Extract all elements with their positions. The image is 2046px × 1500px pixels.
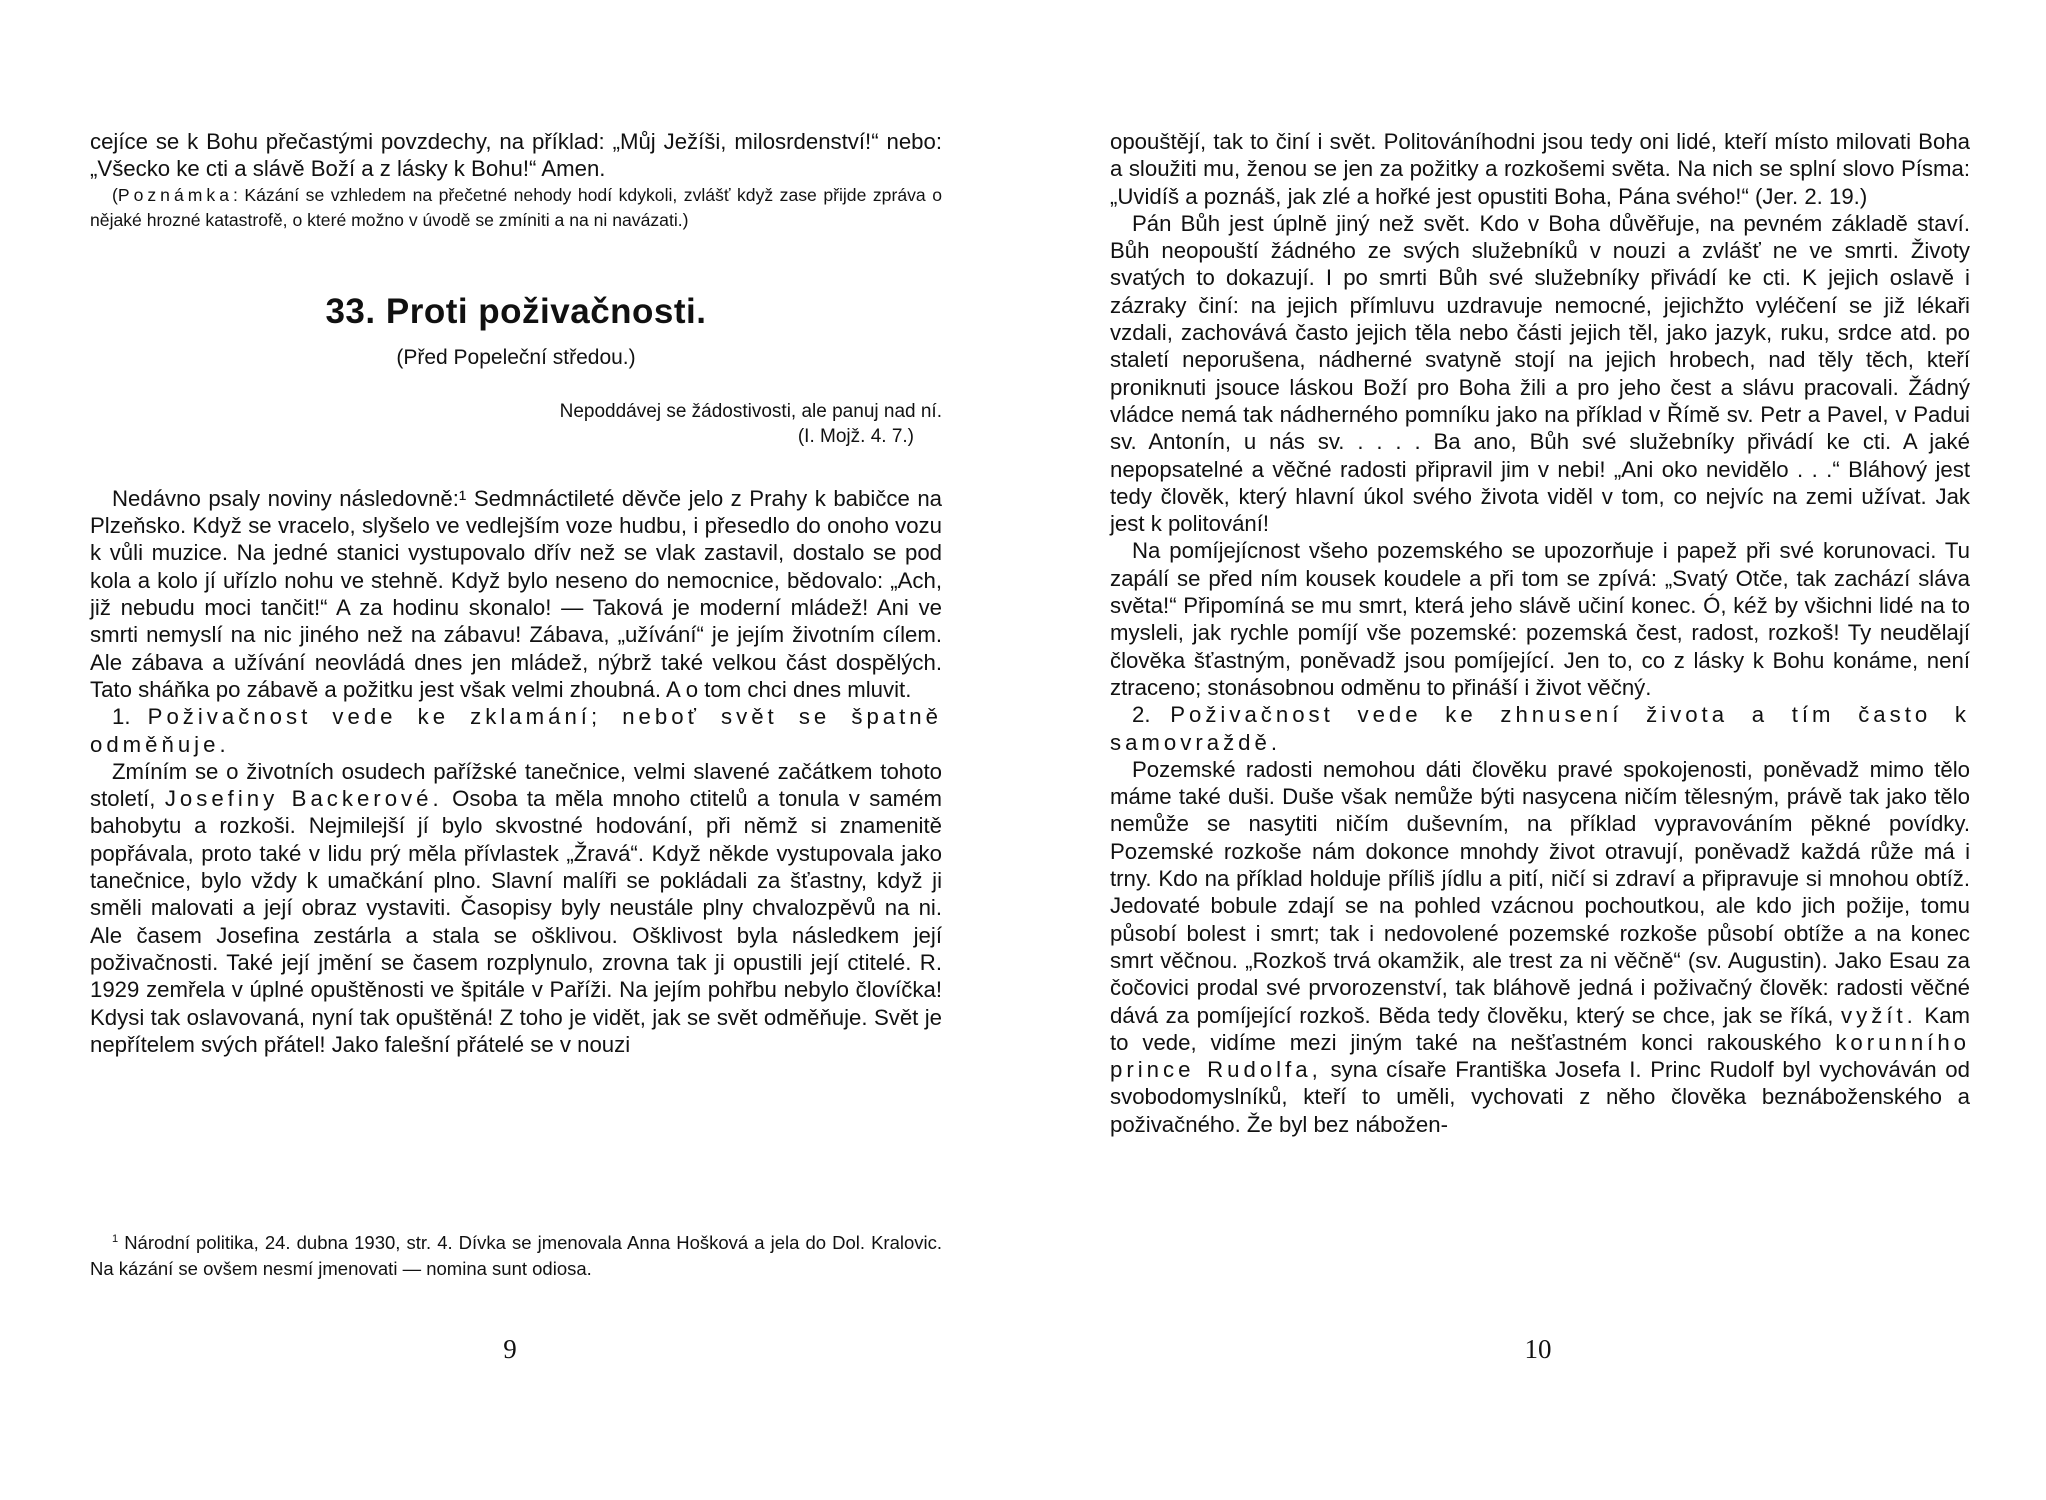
- point-two-heading: [1110, 701, 1970, 756]
- point-two-text: Poživačnost vede ke zhnusení života a tím často k samovraždě.: [1110, 702, 1970, 755]
- point-one-number: 1.: [112, 704, 131, 730]
- motto-reference: (I. Mojž. 4. 7.): [797, 425, 914, 447]
- point-one-text: Poživačnost vede ke zklamání; neboť svět se špatně odměňuje.: [90, 704, 942, 757]
- dancer-text-a: Zmíním se o životních osudech pařížské tanečnice, velmi slavené začátkem tohoto století,: [90, 758, 942, 812]
- preacher-note: [90, 183, 942, 234]
- right-page-text: [1110, 128, 1970, 1138]
- point-two-number: 2.: [1132, 702, 1151, 728]
- prince-name: korunního prince Rudolfa,: [1110, 1029, 1970, 1083]
- point-one-heading: [90, 703, 942, 758]
- saints-paragraph: Pán Bůh jest úplně jiný než svět. Kdo v Boha důvěřuje, na pevném základě staví. Bůh neopouští žádného ze svých služebníků v nouzi a zvlášť ne ve smrti. Životy svatých to dokazují. I po smrti Bůh své služebníky přivádí ke cti. K jejich oslavě i zázraky činí: na jejich přímluvu uzdravuje nemocné, jejichžto vyléčení se již lékaři vzdali, zachovává často jejich těla nebo části jejich těl, jako jazyk, ruku, srdce atd. po staletí neporušena, nádherné svatyně stojí na jejich hrobech, nad těly těch, kteří proniknuti jsouce láskou Boží pro Boha žili a pro jeho čest a slávu pracovali. Žádný vládce nemá tak nádherného pomníku jako na příklad v Římě sv. Petr a Pavel, v Padui sv. Antonín, u nás sv. . . . . Ba ano, Bůh své služebníky přivádí ke cti. A jaké nepopsatelné a věčné radosti připravil jim v nebi! „Ani oko nevidělo . . .“ Bláhový jest tedy člověk, který hlavní úkol svého života viděl v tom, co nejvíc na zemi užívat. Jak jest k politování!: [1110, 210, 1970, 537]
- dancer-paragraph: [90, 758, 942, 1058]
- left-page-text: [90, 128, 942, 1058]
- scripture-motto: [90, 399, 942, 449]
- sermon-conclusion: cejíce se k Bohu přečastými povzdechy, na příklad: „Můj Ježíši, milosrdenství!“ nebo: „Všecko ke cti a slávě Boží a z lásky k Bohu!“ Amen.: [90, 129, 942, 182]
- chapter-subtitle: (Před Popeleční středou.): [396, 345, 636, 369]
- joys-text-c: syna císaře Františka Josefa I. Princ Rudolf byl vychováván od svobodomyslníků, kteří to uměli, vychovati z něho člověka beznáboženského a poživačného. Že byl bez nábožen-: [1110, 1057, 1970, 1137]
- motto-text: Nepoddávej se žádostivosti, ale panuj nad ní.: [559, 400, 942, 422]
- footnote-mark: 1: [112, 1233, 119, 1245]
- pope-paragraph: Na pomíjejícnost všeho pozemského se upozorňuje i papež při své korunovaci. Tu zapálí se před ním kousek koudele a při tom se zpívá: „Svatý Otče, tak zachází sláva světa!“ Připomíná se mu smrt, která jeho slávě učiní konec. Ó, kéž by všichni lidé na to mysleli, jak rychle pomíjí vše pozemské: pozemská čest, radost, rozkoš! Ty neudělají člověka šťastným, poněvadž jsou pomíjející. Jen to, co z lásky k Bohu konáme, není ztraceno; stonásobnou odměnu to přináší i život věčný.: [1110, 538, 1970, 700]
- footnote: [90, 1226, 942, 1282]
- emphasized-word: vyžít.: [1841, 1002, 1917, 1028]
- intro-paragraph: Nedávno psaly noviny následovně:¹ Sedmnáctileté děvče jelo z Prahy k babičce na Plzeňsko. Když se vracelo, slyšelo ve vedlejším voze hudbu, i přesedlo do onoho vozu k vůli muzice. Na jedné stanici vystupovalo dřív než se vlak zastavil, dostalo se pod kola a kolo jí uřízlo nohu ve stehně. Když bylo neseno do nemocnice, bědovalo: „Ach, již nebudu moci tančit!“ A za hodinu skonalo! — Taková je moderní mládež! Ani ve smrti nemyslí na nic jiného než na zábavu! Zábava, „užívání“ je jejím životním cílem. Ale zábava a užívání neovládá dnes jen mládež, nýbrž také velkou část dospělých. Tato sháňka po zábavě a požitku jest však velmi zhoubná. A o tom chci dnes mluvit.: [90, 485, 942, 702]
- left-page: [90, 0, 942, 1500]
- note-text: : Kázání se vzhledem na přečetné nehody hodí kdykoli, zvlášť když zase přijde zpráva o nějaké hrozné katastrofě, o které možno v úvodě se zmíniti a na ni navázati.): [90, 184, 942, 231]
- dancer-name: Josefiny Backerové.: [164, 786, 443, 812]
- note-label: Poznámka: [117, 184, 233, 205]
- joys-text-b: Kam to vede, vidíme mezi jiným také na nešťastném konci rakouského: [1110, 1002, 1971, 1055]
- chapter-title: 33. Proti poživačnosti.: [325, 291, 707, 331]
- continuation-paragraph: opouštějí, tak to činí i svět. Politováníhodni jsou tedy oni lidé, kteří místo milovati Boha a sloužiti mu, ženou se jen za požitky a rozkošemi světa. Na nich se splní slovo Písma: „Uvidíš a poznáš, jak zlé a hořké jest opustiti Boha, Pána svého!“ (Jer. 2. 19.): [1110, 129, 1970, 209]
- page-number-left: 9: [503, 1334, 517, 1364]
- note-open-paren: (: [112, 184, 118, 205]
- dancer-text-b: Osoba ta měla mnoho ctitelů a tonula v samém bahobytu a rozkoši. Nejmilejší jí bylo skvostné hodování, při němž si znamenitě popřávala, proto také v lidu prý měla přívlastek „Žravá“. Když někde vystupovala jako tanečnice, bylo vždy k umačkání plno. Slavní malíři se pokládali za šťastny, když ji směli malovati a její obraz vystaviti. Časopisy byly neustále plny chvalozpěvů na ni. Ale časem Josefina zestárla a stala se ošklivou. Ošklivost byla následkem její poživačnosti. Také její jmění se časem rozplynulo, zrovna tak ji opustili její ctitelé. R. 1929 zemřela v úplné opuštěnosti ve špitále v Paříži. Na jejím pohřbu nebylo človíčka! Kdysi tak oslavovaná, nyní tak opuštěná! Z toho je vidět, jak se svět odměňuje. Svět je nepřítelem svých přátel! Jako falešní přátelé se v nouzi: [90, 786, 942, 1057]
- earthly-joys-paragraph: [1110, 756, 1970, 1138]
- right-page: [1110, 0, 1970, 1500]
- footnote-text: Národní politika, 24. dubna 1930, str. 4. Dívka se jmenovala Anna Hošková a jela do Dol. Kralovic. Na kázání se ovšem nesmí jmenovati — nomina sunt odiosa.: [90, 1232, 943, 1280]
- joys-text-a: Pozemské radosti nemohou dáti člověku pravé spokojenosti, poněvadž mimo tělo máme také duši. Duše však nemůže býti nasycena ničím tělesným, právě tak jako tělo nemůže se nasytiti ničím duševním, na příklad vypravováním pěkné povídky. Pozemské rozkoše nám dokonce mnohdy život otravují, poněvadž každá růže má i trny. Kdo na příklad holduje příliš jídlu a pití, ničí si zdraví a připravuje si mnohou obtíž. Jedovaté bobule zdají se na pohled vzácnou pochoutkou, ale kdo jich požije, tomu působí bolest i smrt; tak i nedovolené pozemské rozkoše působí obtíže a na konec smrt věčnou. „Rozkoš trvá okamžik, ale trest za ni věčně“ (sv. Augustin). Jako Esau za čočovici prodal své prvorozenství, tak bláhově jedná i poživačný člověk: radosti věčné dává za pomíjející rozkoš. Běda tedy člověku, který se chce, jak se říká,: [1110, 756, 1970, 1028]
- page-number-right: 10: [1524, 1334, 1552, 1364]
